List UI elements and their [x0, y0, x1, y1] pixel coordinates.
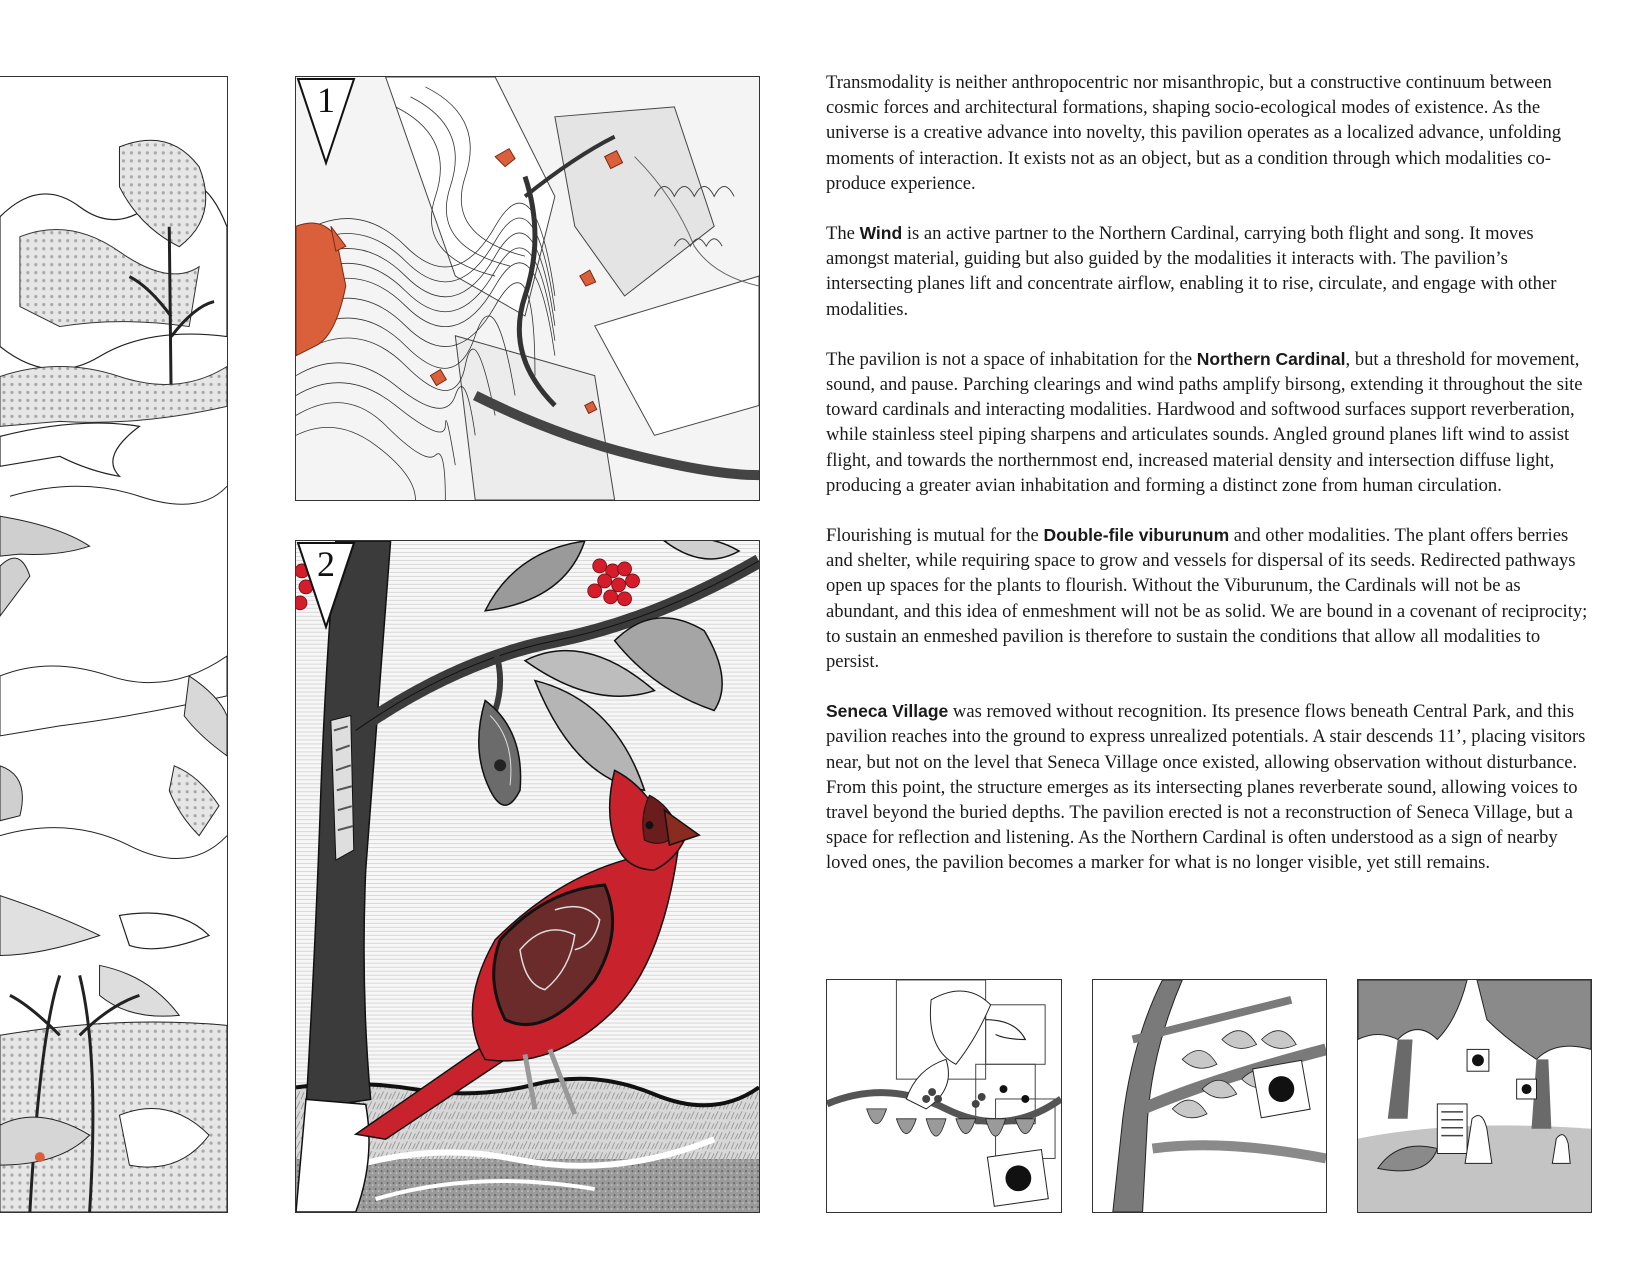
paragraph-wind-body: is an active partner to the Northern Cardinal, carrying both flight and song. It moves amongst material, guiding but also guided by the modalities it interacts with. The pavilion’s intersecting planes lift and concentrate airflow, enabling it to rise, circulate, and engage with other modalities. [826, 223, 1557, 320]
forest-strip-svg [0, 77, 227, 1212]
forest-strip-illustration [0, 76, 228, 1213]
paragraph-cardinal-lead: The pavilion is not a space of inhabitation for the [826, 348, 1197, 370]
paragraph-cardinal-body: , but a threshold for movement, sound, and pause. Parching clearings and wind paths amplify birsong, extending it throughout the site toward cardinals and interacting modalities. Hardwood and softwood surfaces support reverberation, while stainless steel piping sharpens and articulates sounds. Angled ground planes lift wind to assist flight, and towards the northernmost end, increased material density and intersection diffuse light, producing a greater avian inhabitation and forming a distinct zone from human circulation. [826, 348, 1583, 496]
paragraph-seneca-village [826, 699, 1596, 875]
figure-2-number: 2 [317, 544, 335, 584]
figure-2-cardinal-illustration [295, 540, 760, 1213]
paragraph-wind [826, 221, 1596, 322]
paragraph-wind-lead: The [826, 223, 860, 245]
essay-text-column [826, 70, 1596, 901]
keyword-seneca-village: Seneca Village [826, 701, 949, 722]
paragraph-viburunum-body: and other modalities. The plant offers berries and shelter, while requiring space to grow and vessels for dispersal of its seeds. Redirected pathways open up spaces for the plants to flourish. Without the Viburunum, the Cardinals will not be as abundant, and this idea of enmeshment will not be as solid. We are bound in a covenant of reciprocity; to sustain an enmeshed pavilion is therefore to sustain the conditions that allow all modalities to persist. [826, 525, 1588, 673]
paragraph-transmodality [826, 70, 1596, 196]
figure-2-number-marker [296, 541, 356, 631]
paragraph-viburunum [826, 523, 1596, 674]
figure-2-svg [296, 541, 759, 1212]
paragraph-northern-cardinal [826, 347, 1596, 498]
figure-1-wind-illustration [295, 76, 760, 501]
figure-1-number: 1 [317, 80, 335, 120]
thumbnail-2-svg [1093, 980, 1326, 1212]
paragraph-transmodality-text: Transmodality is neither anthropocentric nor misanthropic, but a constructive continuum between cosmic forces and architectural formations, shaping socio-ecological modes of existence. As the universe is a creative advance into novelty, this pavilion operates as a localized advance, unfolding moments of interaction. It exists not as an object, but as a condition through which modalities co-produce experience. [826, 72, 1562, 194]
thumbnail-3-svg [1358, 980, 1591, 1212]
thumbnail-cardinal-sound-diagram [826, 979, 1062, 1213]
keyword-double-file-viburunum: Double-file viburunum [1043, 525, 1230, 546]
thumbnail-branch-canopy [1092, 979, 1327, 1213]
paragraph-seneca-body: was removed without recognition. Its presence flows beneath Central Park, and this pavilion reaches into the ground to express unrealized potentials. A stair descends 11’, placing visitors near, but not on the level that Seneca Village once existed, allowing observation without disturbance. From this point, the structure emerges as its intersecting planes reverberate sound, allowing voices to travel beyond the buried depths. The pavilion erected is not a reconstruction of Seneca Village, but a space for reflection and listening. As the Northern Cardinal is often understood as a sign of nearby loved ones, the pavilion becomes a marker for what is no longer visible, yet still remains. [826, 701, 1586, 874]
thumbnail-seneca-village-scene [1357, 979, 1592, 1213]
paragraph-viburunum-lead: Flourishing is mutual for the [826, 525, 1044, 547]
keyword-wind: Wind [859, 223, 903, 244]
figure-1-svg [296, 77, 759, 500]
figure-1-number-marker [296, 77, 356, 167]
small-bird [35, 1152, 45, 1162]
thumbnail-1-svg [827, 980, 1061, 1212]
keyword-northern-cardinal: Northern Cardinal [1196, 348, 1346, 369]
